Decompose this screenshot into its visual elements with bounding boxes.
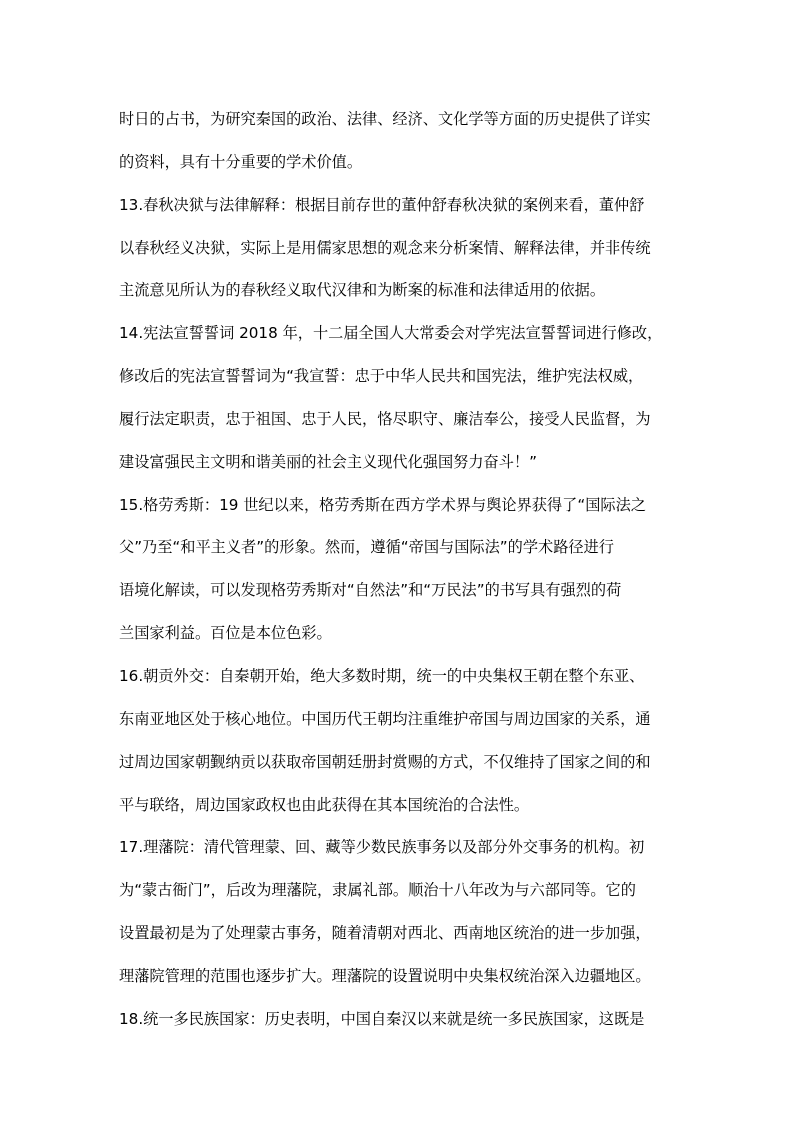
text-line: 设置最初是为了处理蒙古事务，随着清朝对西北、西南地区统治的进一步加强， xyxy=(119,924,651,943)
text-line: 为“蒙古衙门”，后改为理藩院，隶属礼部。顺治十八年改为与六部同等。它的 xyxy=(119,881,636,900)
text-line: 17.理藩院：清代管理蒙、回、藏等少数民族事务以及部分外交事务的机构。初 xyxy=(119,838,645,857)
text-line: 的资料，具有十分重要的学术价值。 xyxy=(119,152,362,171)
text-line: 履行法定职责，忠于祖国、忠于人民，恪尽职守、廉洁奉公，接受人民监督，为 xyxy=(119,409,651,428)
text-line: 建设富强民主文明和谐美丽的社会主义现代化强国努力奋斗！” xyxy=(119,452,537,471)
text-line: 东南亚地区处于核心地位。中国历代王朝均注重维护帝国与周边国家的关系，通 xyxy=(119,709,651,728)
text-line: 语境化解读，可以发现格劳秀斯对“自然法”和“万民法”的书写具有强烈的荷 xyxy=(119,581,622,600)
text-line: 过周边国家朝觐纳贡以获取帝国朝廷册封赏赐的方式，不仅维持了国家之间的和 xyxy=(119,752,651,771)
text-line: 14.宪法宣誓誓词 2018 年，十二届全国人大常委会对学宪法宣誓誓词进行修改， xyxy=(119,324,663,343)
text-line: 修改后的宪法宣誓誓词为“我宣誓：忠于中华人民共和国宪法，维护宪法权威， xyxy=(119,367,644,386)
text-line: 主流意见所认为的春秋经义取代汉律和为断案的标准和法律适用的依据。 xyxy=(119,281,605,300)
text-line: 18.统一多民族国家：历史表明，中国自秦汉以来就是统一多民族国家，这既是 xyxy=(119,1009,645,1028)
text-line: 13.春秋决狱与法律解释：根据目前存世的董仲舒春秋决狱的案例来看，董仲舒 xyxy=(119,195,645,214)
text-line: 理藩院管理的范围也逐步扩大。理藩院的设置说明中央集权统治深入边疆地区。 xyxy=(119,966,651,985)
text-line: 16.朝贡外交：自秦朝开始，绝大多数时期，统一的中央集权王朝在整个东亚、 xyxy=(119,666,645,685)
text-line: 15.格劳秀斯：19 世纪以来，格劳秀斯在西方学术界与舆论界获得了“国际法之 xyxy=(119,495,646,514)
document-body xyxy=(119,105,679,1048)
text-line: 平与联络，周边国家政权也由此获得在其本国统治的合法性。 xyxy=(119,795,530,814)
text-line: 兰国家利益。百位是本位色彩。 xyxy=(119,624,332,643)
text-line: 父”乃至“和平主义者”的形象。然而，遵循“帝国与国际法”的学术路径进行 xyxy=(119,538,614,557)
text-line: 时日的占书，为研究秦国的政治、法律、经济、文化学等方面的历史提供了详实 xyxy=(119,110,651,128)
text-line: 以春秋经义决狱，实际上是用儒家思想的观念来分析案情、解释法律，并非传统 xyxy=(119,238,651,257)
